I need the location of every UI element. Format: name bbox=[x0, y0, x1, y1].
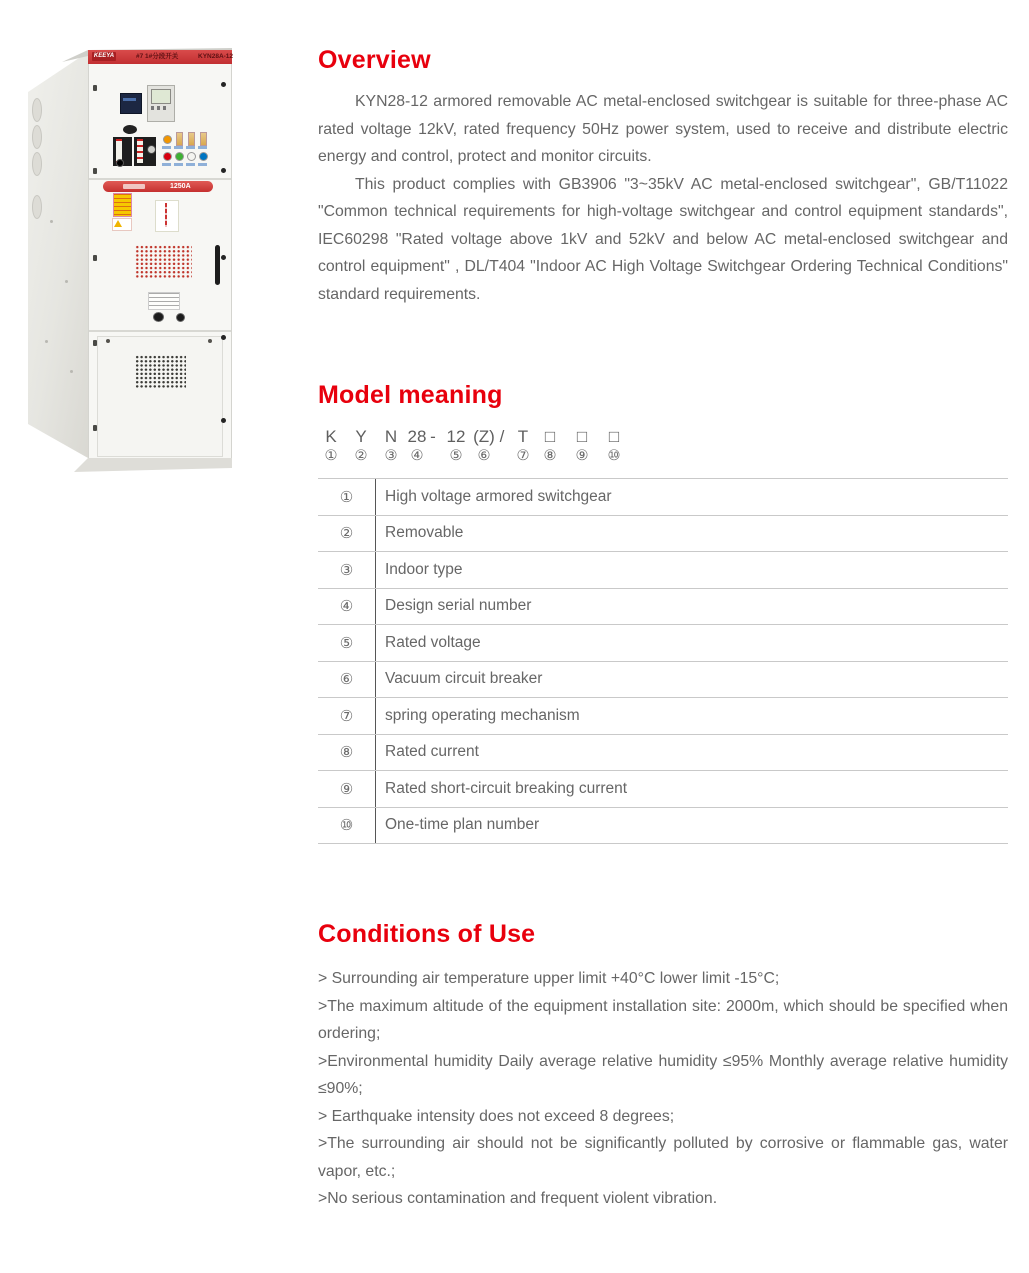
circuit-diagram bbox=[165, 203, 167, 227]
table-row bbox=[318, 588, 1008, 625]
relay-lcd-screen bbox=[151, 89, 171, 104]
model-code-index: ⑥ bbox=[477, 448, 491, 464]
model-code-part: 28 bbox=[407, 427, 427, 446]
hinge-dot bbox=[221, 418, 226, 423]
condition-item: >The surrounding air should not be significantly polluted by corrosive or flammable gas, water vapor, etc.; bbox=[318, 1135, 1008, 1180]
table-row bbox=[318, 661, 1008, 698]
model-meaning-section bbox=[318, 381, 1008, 841]
door-seam bbox=[89, 330, 231, 332]
conditions-title: Conditions of Use bbox=[318, 920, 536, 948]
warning-triangle-icon bbox=[114, 220, 122, 227]
condition-item: > Earthquake intensity does not exceed 8 degrees; bbox=[318, 1107, 675, 1125]
model-code-part: N bbox=[384, 427, 398, 446]
row-index: ③ bbox=[318, 552, 376, 588]
rivet bbox=[45, 340, 48, 343]
model-meaning-table bbox=[318, 478, 1008, 844]
side-vent-slot bbox=[32, 98, 42, 122]
screw bbox=[208, 339, 212, 343]
table-row bbox=[318, 624, 1008, 661]
row-description: One-time plan number bbox=[385, 816, 540, 834]
condition-item: >No serious contamination and frequent violent vibration. bbox=[318, 1190, 718, 1207]
model-code-index: ① bbox=[324, 448, 338, 464]
door-screw bbox=[93, 85, 97, 91]
condition-item: >Environmental humidity Daily average relative humidity ≤95% Monthly average relative humidity ≤90%; bbox=[318, 1052, 1008, 1097]
condition-item: > Surrounding air temperature upper limit +40°C lower limit -15°C; bbox=[318, 970, 780, 987]
display-readout bbox=[123, 98, 136, 101]
model-code-part: 12 bbox=[446, 427, 466, 446]
row-index: ④ bbox=[318, 589, 376, 625]
lamp-label bbox=[162, 146, 171, 149]
conditions-section bbox=[318, 920, 1008, 1213]
door-screw bbox=[93, 340, 97, 346]
row-description: Removable bbox=[385, 524, 464, 542]
door-knob bbox=[176, 313, 185, 322]
brand-logo: KEEYA bbox=[93, 53, 115, 59]
nameplate-text: #7 1#分段开关 bbox=[136, 53, 179, 60]
indicator-lamp-red bbox=[163, 152, 172, 161]
model-code-index: ④ bbox=[410, 448, 424, 464]
row-description: Rated current bbox=[385, 743, 479, 761]
door-screw bbox=[93, 255, 97, 261]
indicator-lamp-orange bbox=[163, 135, 172, 144]
row-index: ① bbox=[318, 479, 376, 515]
table-row bbox=[318, 697, 1008, 734]
model-code-index: ⑩ bbox=[607, 448, 621, 464]
control-knob bbox=[116, 159, 124, 167]
fuse-indicator bbox=[188, 132, 195, 146]
row-description: Design serial number bbox=[385, 597, 532, 615]
model-code-part: T bbox=[517, 427, 529, 446]
door-screw bbox=[93, 168, 97, 174]
lamp-label bbox=[198, 146, 207, 149]
table-row bbox=[318, 478, 1008, 515]
condition-item: >The maximum altitude of the equipment installation site: 2000m, which should be specified when ordering; bbox=[318, 997, 1008, 1042]
row-index: ⑥ bbox=[318, 662, 376, 698]
indicator-lamp-white bbox=[187, 152, 196, 161]
row-index: ⑨ bbox=[318, 771, 376, 807]
lamp-label bbox=[186, 146, 195, 149]
warning-label-yellow bbox=[113, 193, 132, 217]
table-row bbox=[318, 515, 1008, 552]
table-row bbox=[318, 807, 1008, 845]
hinge-dot bbox=[221, 168, 226, 173]
door-seam bbox=[89, 178, 231, 180]
table-row bbox=[318, 734, 1008, 771]
model-code-part: (Z) bbox=[473, 427, 495, 446]
row-description: Rated short-circuit breaking current bbox=[385, 779, 628, 797]
model-code-part: - bbox=[430, 427, 436, 446]
lamp-label bbox=[198, 163, 207, 166]
ventilation-grid-red bbox=[135, 245, 192, 278]
row-description: High voltage armored switchgear bbox=[385, 487, 612, 505]
selector-knob bbox=[147, 145, 156, 154]
table-row bbox=[318, 770, 1008, 807]
model-code-index: ③ bbox=[384, 448, 398, 464]
door-knob bbox=[153, 312, 164, 322]
side-vent-slot bbox=[32, 152, 42, 176]
instruction-label bbox=[148, 292, 180, 310]
overview-paragraph: KYN28-12 armored removable AC metal-enclosed switchgear is suitable for three-phase AC rated voltage 12kV, rated frequency 50Hz power system, used to receive and distribute electric energy and control, protect and monitor circuits. bbox=[318, 93, 1008, 165]
model-code-index: ② bbox=[354, 448, 368, 464]
model-code-index: ⑤ bbox=[449, 448, 463, 464]
fuse-indicator bbox=[200, 132, 207, 146]
lamp-label bbox=[186, 163, 195, 166]
indicator-lamp-blue bbox=[199, 152, 208, 161]
model-code-index: ⑦ bbox=[516, 448, 530, 464]
panel-lock bbox=[123, 125, 137, 134]
lamp-label bbox=[174, 146, 183, 149]
model-code-placeholder: □ bbox=[608, 427, 620, 446]
door-screw bbox=[93, 425, 97, 431]
ventilation-grid-lower bbox=[135, 355, 186, 388]
row-index: ⑧ bbox=[318, 735, 376, 771]
lamp-label bbox=[162, 163, 171, 166]
hinge-dot bbox=[221, 255, 226, 260]
indicator-lamp-green bbox=[175, 152, 184, 161]
table-row bbox=[318, 551, 1008, 588]
model-code-index: ⑨ bbox=[575, 448, 589, 464]
row-description: spring operating mechanism bbox=[385, 706, 580, 724]
model-meaning-title: Model meaning bbox=[318, 381, 503, 409]
side-vent-slot bbox=[32, 195, 42, 219]
switchgear-cabinet-image bbox=[10, 40, 310, 485]
model-code-diagram bbox=[318, 427, 738, 469]
rivet bbox=[65, 280, 68, 283]
control-strip bbox=[137, 139, 143, 163]
overview-text bbox=[318, 88, 1008, 308]
overview-title: Overview bbox=[318, 46, 431, 74]
hinge-dot bbox=[221, 82, 226, 87]
row-description: Rated voltage bbox=[385, 633, 481, 651]
relay-buttons bbox=[151, 106, 169, 110]
conditions-list bbox=[318, 965, 1008, 1213]
lamp-label bbox=[174, 163, 183, 166]
row-description: Indoor type bbox=[385, 560, 463, 578]
rivet bbox=[70, 370, 73, 373]
cabinet-base bbox=[74, 458, 232, 472]
model-code-part: K bbox=[325, 427, 337, 446]
hinge-dot bbox=[221, 335, 226, 340]
model-code-placeholder: □ bbox=[544, 427, 556, 446]
rated-current-label: 1250A bbox=[170, 183, 191, 190]
digital-display-unit bbox=[120, 93, 142, 114]
model-label: KYN28A-12 bbox=[198, 53, 234, 60]
fuse-indicator bbox=[176, 132, 183, 146]
row-index: ⑦ bbox=[318, 698, 376, 734]
row-index: ⑩ bbox=[318, 808, 376, 844]
side-vent-slot bbox=[32, 125, 42, 149]
rivet bbox=[50, 220, 53, 223]
row-index: ⑤ bbox=[318, 625, 376, 661]
overview-section bbox=[318, 46, 1008, 308]
door-handle bbox=[215, 245, 220, 285]
model-code-index: ⑧ bbox=[543, 448, 557, 464]
screw bbox=[106, 339, 110, 343]
row-index: ② bbox=[318, 516, 376, 552]
overview-paragraph: This product complies with GB3906 "3~35kV AC metal-enclosed switchgear", GB/T11022 "Common technical requirements for high-voltage switchgear and control equipment standards", IEC60298 "Rated voltage above 1kV and 52kV and below AC metal-enclosed switchgear and control equipment" , DL/T404 "Indoor AC High Voltage Switchgear Ordering Technical Conditions" standard requirements. bbox=[318, 175, 1008, 303]
band-small-text bbox=[123, 184, 145, 189]
model-code-part: Y bbox=[355, 427, 367, 446]
model-code-placeholder: □ bbox=[576, 427, 588, 446]
row-description: Vacuum circuit breaker bbox=[385, 670, 543, 688]
circuit-diagram-label bbox=[155, 200, 179, 232]
model-code-part: / bbox=[499, 427, 505, 446]
